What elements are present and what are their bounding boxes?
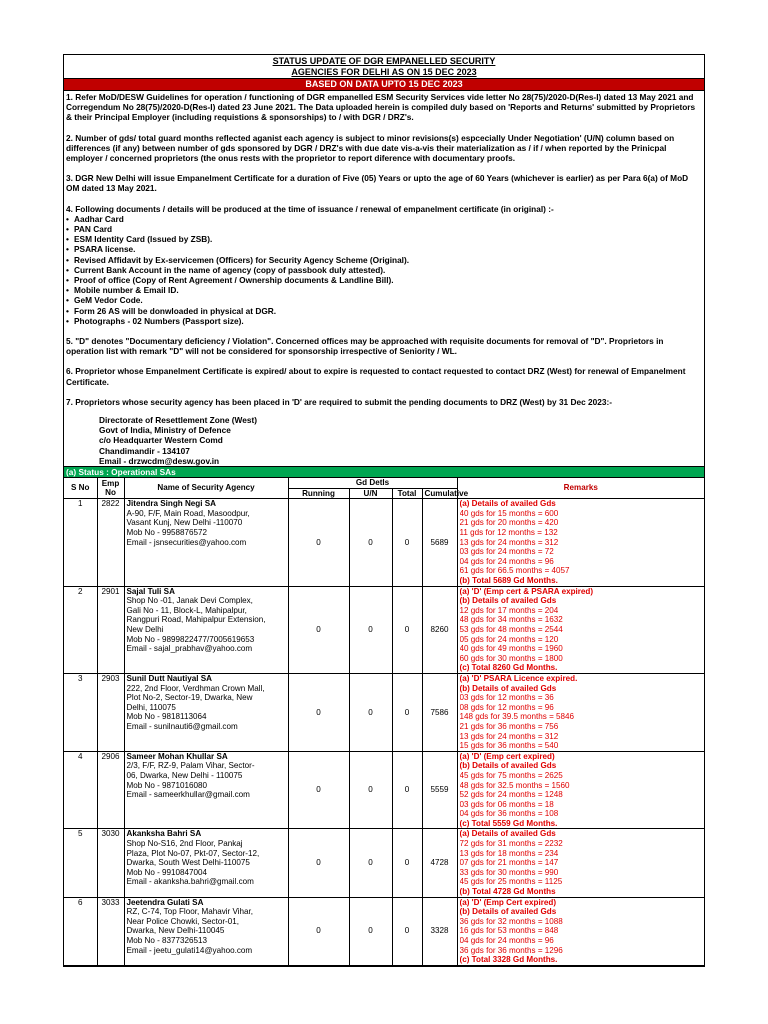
cell-sno: 2: [64, 586, 97, 673]
drz-address-block: [99, 415, 702, 466]
cell-total: 0: [392, 829, 422, 897]
remark-line: 04 gds for 36 months = 108: [459, 809, 559, 819]
agency-address-line: Plot No-2, Sector-19, Dwarka, New: [126, 693, 253, 703]
cell-cumulative: 5559: [422, 751, 457, 829]
agency-address-line: Email - sameerkhullar@gmail.com: [126, 790, 250, 800]
document-list-item: • Proof of office (Copy of Rent Agreement / Ownership documents & Landline Bill).: [66, 275, 702, 285]
agency-address-line: New Delhi: [126, 625, 164, 634]
col-header-remarks: Remarks: [457, 478, 704, 499]
cell-running: 0: [288, 897, 349, 965]
agency-name: Jitendra Singh Negi SA: [126, 499, 216, 509]
cell-sno: 5: [64, 829, 97, 897]
remark-line: 45 gds for 75 months = 2625: [459, 770, 563, 780]
remark-line: 12 gds for 17 months = 204: [459, 605, 559, 615]
agency-name: Sunil Dutt Nautiyal SA: [126, 673, 212, 683]
agency-address-line: Email - jsnsecurities@yahoo.com: [126, 537, 247, 547]
cell-un: 0: [349, 586, 392, 673]
address-line: c/o Headquarter Western Comd: [99, 435, 223, 446]
cell-agency: [124, 829, 288, 897]
agency-address-line: Dwarka, New Delhi-110045: [126, 926, 225, 936]
agency-name: Akanksha Bahri SA: [126, 829, 202, 839]
cell-cumulative: 5689: [422, 499, 457, 586]
remark-line: 40 gds for 15 months = 600: [459, 508, 559, 518]
remark-line: 72 gds for 31 months = 2232: [459, 839, 563, 849]
agency-address-line: RZ, C-74, Top Floor, Mahavir Vihar,: [126, 907, 254, 917]
table-row: [64, 897, 704, 965]
agency-address-line: Rangpuri Road, Mahipalpur Extension,: [126, 615, 266, 625]
remark-line: (a) 'D' (Emp cert & PSARA expired): [459, 586, 594, 596]
remark-line: 48 gds for 32.5 months = 1560: [459, 780, 570, 790]
agency-address-line: Mob No - 9899822477/7005619653: [126, 634, 255, 644]
remark-line: 05 gds for 24 months = 120: [459, 634, 559, 644]
document-list-item: • ESM Identity Card (Issued by ZSB).: [66, 234, 702, 244]
remark-line: (a) 'D' (Emp Cert expired): [459, 897, 557, 907]
agencies-table: [64, 478, 704, 966]
col-header-agency-name: Name of Security Agency: [124, 478, 288, 499]
remark-line: 13 gds for 18 months = 234: [459, 848, 559, 858]
cell-total: 0: [392, 897, 422, 965]
cell-sno: 6: [64, 897, 97, 965]
cell-cumulative: 4728: [422, 829, 457, 897]
agency-address-line: Mob No - 9958876572: [126, 528, 208, 538]
remark-line: 03 gds for 24 months = 72: [459, 547, 554, 557]
remark-line: 04 gds for 24 months = 96: [459, 936, 554, 945]
remark-line: 61 gds for 66.5 months = 4057: [459, 566, 570, 576]
cell-un: 0: [349, 673, 392, 751]
cell-running: 0: [288, 499, 349, 586]
col-header-total: Total: [392, 488, 422, 499]
agency-address-line: Near Police Chowki, Sector-01,: [126, 916, 239, 926]
remark-line: 07 gds for 21 months = 147: [459, 858, 559, 868]
remark-line: 148 gds for 39.5 months = 5846: [459, 712, 575, 722]
document-title-line2: AGENCIES FOR DELHI AS ON 15 DEC 2023: [64, 67, 704, 79]
remark-line: (c) Total 5559 Gd Months.: [459, 818, 558, 828]
remark-line: 03 gds for 06 months = 18: [459, 799, 554, 809]
cell-running: 0: [288, 829, 349, 897]
remark-line: 15 gds for 36 months = 540: [459, 741, 559, 751]
remark-line: 53 gds for 48 months = 2544: [459, 625, 563, 634]
note-paragraph-2: 2. Number of gds/ total guard months reflected aganist each agency is subject to minor revisions(s) espcecially Under Negotiation' (U/N) column based on differences (if any) between number of gds sponsored by DGR / DRZ's with due date vis-a-vis their materialization as / if / when reported by the Prinicpal employer / concerned proprietors (the onus rests with the proprietor to report diference with documentary proofs.: [66, 132, 675, 164]
col-header-un: U/N: [349, 488, 392, 499]
table-row: [64, 829, 704, 897]
status-bar-operational: (a) Status : Operational SAs: [64, 466, 704, 478]
cell-emp-no: 2903: [97, 673, 124, 751]
cell-emp-no: 3030: [97, 829, 124, 897]
cell-emp-no: 2901: [97, 586, 124, 673]
agency-address-line: Email - jeetu_gulati14@yahoo.com: [126, 945, 253, 955]
document-list-item: • Photographs - 02 Numbers (Passport size).: [66, 316, 702, 326]
address-line: Email - drzwcdm@desw.gov.in: [99, 455, 220, 466]
agencies-table-body: [64, 499, 704, 966]
remark-line: (a) 'D' PSARA Licence expired.: [459, 673, 578, 683]
agency-address-line: 222, 2nd Floor, Verdhman Crown Mall,: [126, 683, 265, 693]
remark-line: (b) Total 5689 Gd Months.: [459, 576, 558, 586]
document-page: [63, 54, 705, 967]
remark-line: 16 gds for 53 months = 848: [459, 926, 559, 936]
cell-remarks: [457, 499, 704, 586]
document-title-line1: STATUS UPDATE OF DGR EMPANELLED SECURITY: [272, 56, 496, 66]
cell-emp-no: 3033: [97, 897, 124, 965]
agency-address-line: Vasant Kunj, New Delhi -110070: [126, 518, 243, 528]
cell-agency: [124, 897, 288, 965]
document-list-item: • GeM Vedor Code.: [66, 295, 702, 305]
remark-line: 40 gds for 49 months = 1960: [459, 644, 563, 654]
agency-address-line: Email - sajal_prabhav@yahoo.com: [126, 644, 253, 654]
agency-address-line: 06, Dwarka, New Delhi - 110075: [126, 770, 243, 780]
document-list-item: • PAN Card: [66, 224, 702, 234]
remark-line: (b) Details of availed Gds: [459, 761, 557, 771]
table-row: [64, 751, 704, 829]
cell-total: 0: [392, 586, 422, 673]
remark-line: 04 gds for 24 months = 96: [459, 556, 554, 566]
cell-un: 0: [349, 897, 392, 965]
remark-line: (a) Details of availed Gds: [459, 829, 556, 839]
cell-cumulative: 3328: [422, 897, 457, 965]
document-list-item: • Form 26 AS will be donwloaded in physical at DGR.: [66, 306, 702, 316]
remark-line: 21 gds for 36 months = 756: [459, 721, 559, 731]
agency-address-line: Delhi, 110075: [126, 702, 176, 712]
col-header-cumulative: Cumulative: [422, 488, 457, 499]
note-paragraph-4-intro: 4. Following documents / details will be produced at the time of issuance / renewal of empanelment certificate (in original) :-: [66, 203, 554, 214]
cell-sno: 4: [64, 751, 97, 829]
document-list-item: • Revised Affidavit by Ex-servicemen (Officers) for Security Agency Scheme (Original).: [66, 255, 702, 265]
note-paragraph-7: 7. Proprietors whose security agency has been placed in 'D' are required to submit the pending documents to DRZ (West) by 31 Dec 2023:-: [66, 396, 612, 407]
cell-un: 0: [349, 499, 392, 586]
table-row: [64, 586, 704, 673]
agency-address-line: Shop No-S16, 2nd Floor, Pankaj: [126, 839, 243, 849]
remark-line: 13 gds for 24 months = 312: [459, 537, 559, 547]
document-list-item: • Mobile number & Email ID.: [66, 285, 702, 295]
agency-address-line: A-90, F/F, Main Road, Masoodpur,: [126, 508, 250, 518]
agency-address-line: Email - akanksha.bahri@gmail.com: [126, 877, 254, 887]
cell-un: 0: [349, 829, 392, 897]
remark-line: 45 gds for 25 months = 1125: [459, 877, 563, 887]
documents-list: [66, 214, 702, 326]
agency-address-line: Shop No -01, Janak Devi Complex,: [126, 596, 253, 606]
remark-line: (b) Total 4728 Gd Months: [459, 887, 556, 897]
remark-line: 13 gds for 24 months = 312: [459, 731, 559, 741]
document-list-item: • PSARA license.: [66, 244, 702, 254]
remark-line: 33 gds for 30 months = 990: [459, 867, 559, 877]
cell-running: 0: [288, 751, 349, 829]
cell-cumulative: 7586: [422, 673, 457, 751]
cell-un: 0: [349, 751, 392, 829]
remark-line: 08 gds for 12 months = 96: [459, 702, 554, 712]
cell-total: 0: [392, 673, 422, 751]
document-list-item: • Current Bank Account in the name of agency (copy of passbook duly attested).: [66, 265, 702, 275]
col-header-sno: S No: [64, 478, 97, 499]
cell-running: 0: [288, 673, 349, 751]
cell-remarks: [457, 751, 704, 829]
remark-line: (b) Details of availed Gds: [459, 596, 557, 606]
remark-line: 52 gds for 24 months = 1248: [459, 790, 563, 800]
cell-running: 0: [288, 586, 349, 673]
table-row: [64, 673, 704, 751]
cell-emp-no: 2822: [97, 499, 124, 586]
agency-address-line: Plaza, Plot No-07, Pkt-07, Sector-12,: [126, 848, 260, 858]
note-paragraph-4: [66, 204, 702, 326]
agency-name: Sajal Tuli SA: [126, 586, 175, 596]
col-header-gd-detls: Gd Detls: [288, 478, 457, 488]
col-header-emp-no: Emp No: [97, 478, 124, 499]
cell-agency: [124, 673, 288, 751]
agency-address-line: Gali No - 11, Block-L, Mahipalpur,: [126, 605, 247, 615]
cell-agency: [124, 499, 288, 586]
remark-line: 21 gds for 20 months = 420: [459, 518, 559, 528]
agency-address-line: Mob No - 9871016080: [126, 780, 208, 790]
data-date-banner: BASED ON DATA UPTO 15 DEC 2023: [64, 79, 704, 91]
cell-remarks: [457, 829, 704, 897]
address-line: Chandimandir - 134107: [99, 445, 190, 456]
remark-line: 48 gds for 34 months = 1632: [459, 615, 563, 625]
remark-line: (a) 'D' (Emp cert expired): [459, 751, 555, 761]
col-header-running: Running: [288, 488, 349, 499]
agency-name: Jeetendra Gulati SA: [126, 897, 204, 907]
remark-line: (c) Total 8260 Gd Months.: [459, 663, 558, 673]
remark-line: (c) Total 3328 Gd Months.: [459, 955, 558, 965]
agency-address-line: Mob No - 8377326513: [126, 936, 208, 945]
remark-line: (b) Details of availed Gds: [459, 683, 557, 693]
remark-line: 60 gds for 30 months = 1800: [459, 653, 563, 663]
note-paragraph-3: 3. DGR New Delhi will issue Empanelment Certificate for a duration of Five (05) Years or upto the age of 60 Years (whichever is earlier) as per Para 6(a) of MoD OM dated 13 May 2021.: [66, 173, 689, 194]
note-paragraph-1: 1. Refer MoD/DESW Guidelines for operation / functioning of DGR empanelled ESM Security Services vide letter No 28(75)/2020-D(Res-I) dated 13 May 2021 and Corregendum No 28(75)/2020-D(Res-I) dated 23 June 2021. The Data uploaded herein is compiled duly based on 'Reports and Returns' submitted by Proprietors & their Principal Employer (including requistions & sponsorships) to / with DGR / DRZ's.: [66, 92, 696, 123]
agency-address-line: Mob No - 9818113064: [126, 712, 207, 722]
agency-address-line: Dwarka, South West Delhi-110075: [126, 858, 250, 868]
table-row: [64, 499, 704, 586]
remark-line: 36 gds for 36 months = 1296: [459, 945, 563, 955]
cell-remarks: [457, 673, 704, 751]
agency-address-line: 2/3, F/F, RZ-9, Palam Vihar, Sector-: [126, 761, 255, 771]
cell-total: 0: [392, 499, 422, 586]
agency-name: Sameer Mohan Khullar SA: [126, 751, 228, 761]
remark-line: (a) Details of availed Gds: [459, 499, 556, 509]
cell-sno: 1: [64, 499, 97, 586]
note-paragraph-6: 6. Proprietor whose Empanelment Certificate is expired/ about to expire is requested to contact requested to contact DRZ (West) for renewal of Empanelment Certificate.: [66, 366, 686, 387]
cell-agency: [124, 751, 288, 829]
cell-total: 0: [392, 751, 422, 829]
note-paragraph-5: 5. "D" denotes "Documentary deficiency / Violation". Concerned offices may be approached with requisite documents for removal of "D". Proprietors in operation list with remark "D" will not be considered for sponsorship irrespective of Seniority / WL.: [66, 336, 664, 357]
cell-sno: 3: [64, 673, 97, 751]
document-list-item: • Aadhar Card: [66, 214, 702, 224]
address-line: Govt of India, Ministry of Defence: [99, 425, 231, 436]
remark-line: (b) Details of availed Gds: [459, 907, 557, 917]
agency-address-line: Email - sunilnauti6@gmail.com: [126, 721, 238, 731]
address-line: Directorate of Resettlement Zone (West): [99, 415, 257, 426]
cell-cumulative: 8260: [422, 586, 457, 673]
cell-remarks: [457, 586, 704, 673]
cell-remarks: [457, 897, 704, 965]
remark-line: 11 gds for 12 months = 132: [459, 528, 558, 538]
cell-agency: [124, 586, 288, 673]
notes-section: [64, 91, 704, 466]
remark-line: 03 gds for 12 months = 36: [459, 693, 554, 703]
cell-emp-no: 2906: [97, 751, 124, 829]
remark-line: 36 gds for 32 months = 1088: [459, 916, 563, 926]
agency-address-line: Mob No - 9910847004: [126, 867, 208, 877]
